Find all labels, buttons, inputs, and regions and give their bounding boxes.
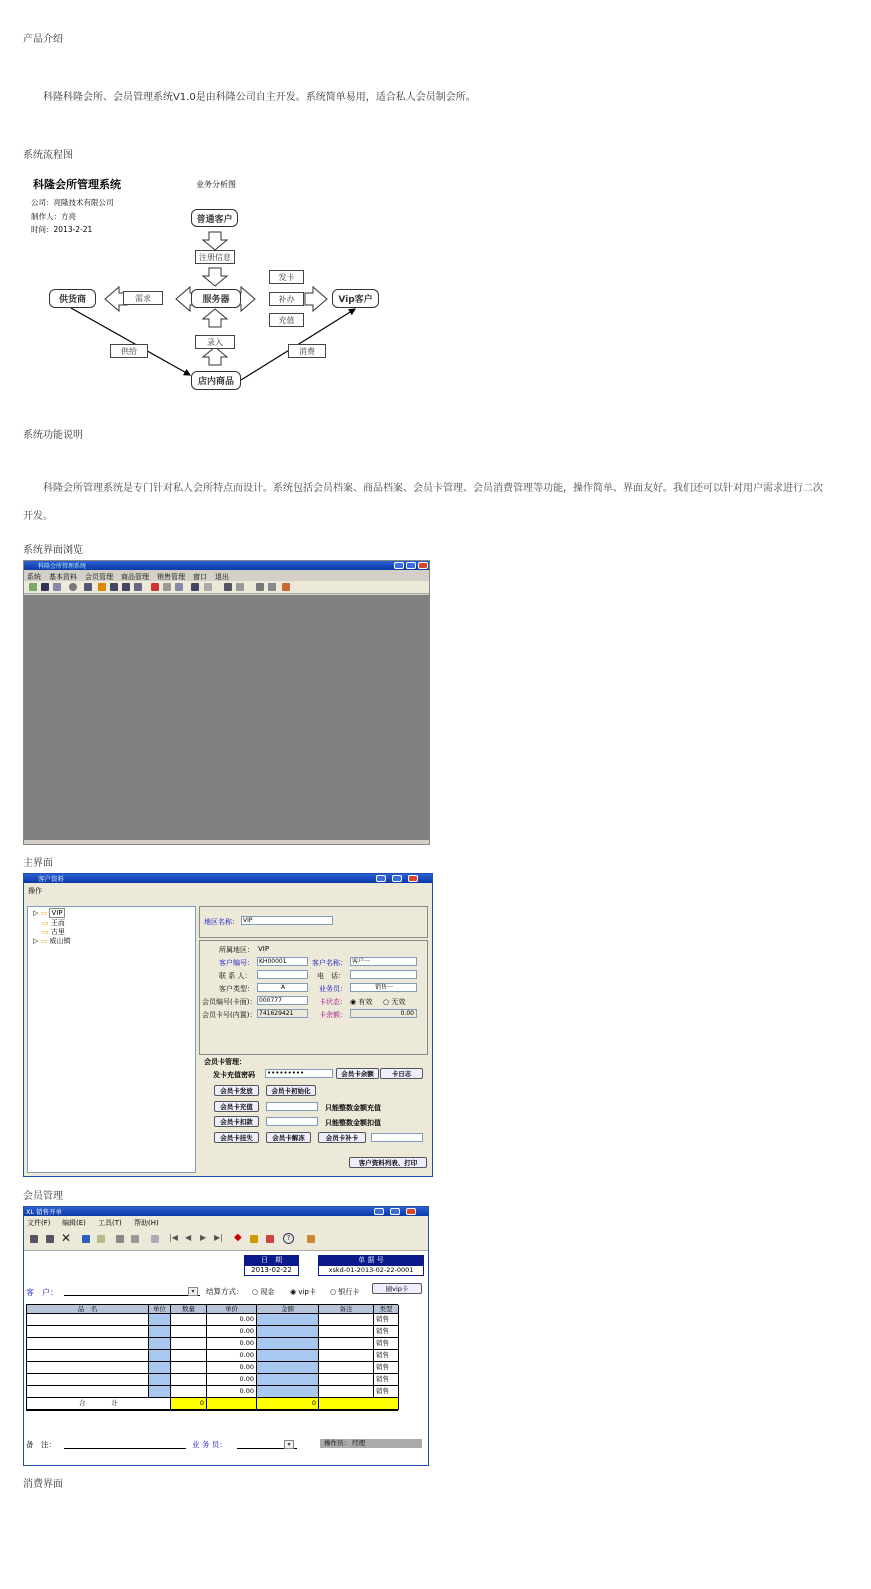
total-blank [319, 1398, 399, 1410]
table-cell [27, 1386, 149, 1398]
region-label: 所属地区： [219, 946, 254, 954]
salesman-label: 业 务 员： [192, 1440, 227, 1449]
sale-menu-bar [24, 1216, 429, 1228]
help-icon[interactable]: ? [283, 1233, 294, 1244]
table-cell [171, 1314, 207, 1326]
table-cell [27, 1314, 149, 1326]
area-label: 地区名称： [204, 918, 239, 926]
flow-company: 公司：亮隆技术有限公司 [31, 198, 114, 207]
sale-maximize-button[interactable] [390, 1208, 400, 1215]
card-face-label: 会员编号(卡面)： [202, 998, 257, 1006]
column-header: 数量 [171, 1305, 207, 1314]
state-invalid-radio[interactable]: ○ 无效 [383, 998, 406, 1006]
back-icon[interactable]: ◆ [234, 1232, 242, 1243]
phone-label: 电 话： [317, 972, 345, 980]
mdi-desktop [24, 595, 430, 840]
member-title: 客户资料 [38, 875, 64, 883]
table-cell [319, 1350, 374, 1362]
main-menu-item-6[interactable]: 退出 [215, 573, 229, 581]
name-input[interactable]: 客户一 [350, 957, 417, 966]
flow-node-demand: 需求 [123, 291, 163, 305]
main-menu-item-2[interactable]: 会员管理 [85, 573, 113, 581]
gear-icon[interactable] [250, 1235, 258, 1243]
table-cell [149, 1350, 171, 1362]
contact-input[interactable] [257, 970, 308, 979]
member-minimize-button[interactable] [376, 875, 386, 882]
intro-text: 科隆科隆会所、会员管理系统V1.0是由科隆公司自主开发。系统简单易用，适合私人会员制会所。 [43, 92, 476, 103]
bill-label: 单 据 号 [318, 1255, 424, 1265]
table-cell [27, 1374, 149, 1386]
flow-node-server: 服务器 [191, 289, 241, 308]
toolbar-icon-16[interactable] [236, 583, 244, 591]
total-label: 合 计 [27, 1398, 171, 1410]
toolbar-icon-1[interactable] [29, 583, 37, 591]
phone-input[interactable] [350, 970, 417, 979]
first-icon[interactable]: |◀ [169, 1233, 178, 1242]
sale-title-bar [24, 1207, 429, 1216]
column-header: 金额 [257, 1305, 319, 1314]
table-cell [257, 1350, 319, 1362]
tree-item-1[interactable]: ▭ 王而 [42, 919, 65, 927]
flow-author: 制作人：方亮 [31, 212, 76, 221]
card-init-button[interactable]: 会员卡初始化 [266, 1085, 316, 1096]
table-cell [149, 1374, 171, 1386]
caption-sale: 消费界面 [23, 1479, 63, 1490]
table-cell: 0.00 [207, 1362, 257, 1374]
customer-input[interactable] [64, 1285, 200, 1296]
type-label: 客户类型： [219, 985, 254, 993]
date-label: 日 期 [244, 1255, 299, 1265]
print-icon[interactable] [131, 1235, 139, 1243]
main-toolbar [24, 581, 430, 594]
contact-label: 联 系 人： [219, 972, 252, 980]
table-cell [257, 1362, 319, 1374]
state-label: 卡状态： [319, 998, 347, 1006]
card-balance-button[interactable]: 会员卡余额 [336, 1068, 379, 1079]
exit-icon[interactable] [282, 583, 290, 591]
main-menu-item-1[interactable]: 基本资料 [49, 573, 77, 581]
table-cell [319, 1338, 374, 1350]
member-window [23, 873, 433, 1177]
flow-title: 科隆会所管理系统 [33, 178, 121, 191]
toolbar-icon-13[interactable] [191, 583, 199, 591]
main-menu-item-0[interactable]: 系统 [27, 573, 41, 581]
salesman-dropdown-icon[interactable]: ▾ [284, 1440, 294, 1449]
sale-toolbar [24, 1228, 429, 1251]
menu-tools[interactable]: 工具(T) [98, 1219, 122, 1227]
tag-icon[interactable] [266, 1235, 274, 1243]
toolbar-icon-9[interactable] [134, 583, 142, 591]
table-cell [171, 1326, 207, 1338]
card-log-button[interactable]: 卡日志 [380, 1068, 423, 1079]
recharge-amount-input[interactable] [266, 1102, 318, 1111]
table-cell [149, 1362, 171, 1374]
main-menu-item-3[interactable]: 商品管理 [121, 573, 149, 581]
column-header: 类型 [374, 1305, 399, 1314]
reissue-input[interactable] [371, 1133, 423, 1142]
card-recharge-button[interactable]: 会员卡充值 [214, 1101, 259, 1112]
card-deduct-button[interactable]: 会员卡扣款 [214, 1116, 259, 1127]
pwd-label: 发卡充值密码 [213, 1071, 255, 1079]
table-cell [149, 1386, 171, 1398]
card-inner-input[interactable]: 741629421 [257, 1009, 308, 1018]
customer-label: 客 户： [26, 1288, 58, 1297]
grid-icon[interactable] [116, 1235, 124, 1243]
main-menu-item-5[interactable]: 窗口 [193, 573, 207, 581]
table-cell [171, 1338, 207, 1350]
table-cell: 销售 [374, 1374, 399, 1386]
pay-label: 结算方式： [206, 1287, 244, 1296]
table-cell: 0.00 [207, 1326, 257, 1338]
remark-input[interactable] [64, 1438, 186, 1449]
recharge-note: 只能整数金额充值 [325, 1104, 381, 1112]
card-mgmt-label: 会员卡管理： [204, 1058, 246, 1066]
flow-node-consume: 消费 [288, 344, 326, 358]
menu-help[interactable]: 帮助(H) [134, 1219, 159, 1227]
caption-member: 会员管理 [23, 1191, 63, 1202]
operator-label: 操作员： 经理 [320, 1439, 422, 1448]
main-window [23, 560, 430, 845]
tree-item-3[interactable]: ▷ ▭ 威山镇 [33, 937, 71, 945]
main-title: 科隆会所管理系统 [38, 563, 87, 570]
table-cell [171, 1386, 207, 1398]
new-icon[interactable] [30, 1235, 38, 1243]
toolbar-icon-3[interactable] [53, 583, 61, 591]
table-cell: 销售 [374, 1314, 399, 1326]
table-cell [27, 1362, 149, 1374]
toolbar-icon-18[interactable] [268, 583, 276, 591]
deduct-amount-input[interactable] [266, 1117, 318, 1126]
table-cell: 销售 [374, 1338, 399, 1350]
table-cell [149, 1326, 171, 1338]
sale-close-button[interactable] [406, 1208, 416, 1215]
table-cell [27, 1326, 149, 1338]
table-cell [257, 1386, 319, 1398]
card-unlock-button[interactable]: 会员卡解冻 [266, 1132, 311, 1143]
remark-label: 备 注： [26, 1440, 56, 1449]
card-issue-button[interactable]: 会员卡发放 [214, 1085, 259, 1096]
menu-operate[interactable]: 操作 [28, 887, 42, 895]
pay-cash-radio[interactable]: ○ 现金 [252, 1288, 275, 1296]
table-cell [27, 1350, 149, 1362]
table-cell [319, 1314, 374, 1326]
area-panel [199, 906, 428, 938]
table-cell [319, 1362, 374, 1374]
table-cell [257, 1338, 319, 1350]
total-amount: 0 [257, 1398, 319, 1410]
flow-node-issue: 发卡 [269, 270, 304, 284]
date-value[interactable]: 2013-02-22 [244, 1265, 299, 1276]
tree-item-vip[interactable]: ▷ ▭ VIP [33, 909, 63, 917]
exit-icon[interactable] [307, 1235, 315, 1243]
table-cell [319, 1326, 374, 1338]
toolbar-icon-14[interactable] [204, 583, 212, 591]
pay-vip-radio[interactable]: ◉ vip卡 [290, 1288, 316, 1296]
customer-info-panel [199, 940, 428, 1055]
close-button[interactable] [418, 562, 428, 569]
swipe-vip-button[interactable]: 刷vip卡 [372, 1283, 422, 1294]
card-inner-label: 会员卡号(内置)： [202, 1011, 257, 1019]
column-header: 单价 [207, 1305, 257, 1314]
column-header: 单位 [149, 1305, 171, 1314]
menu-edit[interactable]: 编辑(E) [62, 1219, 86, 1227]
table-cell: 0.00 [207, 1386, 257, 1398]
card-face-input[interactable]: 000777 [257, 996, 308, 1005]
table-cell: 销售 [374, 1350, 399, 1362]
region-tree [27, 906, 196, 1173]
sale-window [23, 1206, 429, 1466]
next-icon[interactable]: ▶ [200, 1233, 207, 1242]
table-cell: 销售 [374, 1362, 399, 1374]
last-icon[interactable]: ▶| [214, 1233, 223, 1242]
delete-icon[interactable]: ✕ [61, 1231, 72, 1245]
section-title-ui: 系统界面浏览 [23, 545, 83, 556]
flow-subtitle: 业务分析图 [196, 180, 236, 189]
table-cell [171, 1362, 207, 1374]
table-cell: 0.00 [207, 1374, 257, 1386]
main-title-bar [24, 561, 430, 570]
code-input[interactable]: KH00001 [257, 957, 308, 966]
toolbar-icon-5[interactable] [84, 583, 92, 591]
edit-icon[interactable] [97, 1235, 105, 1243]
toolbar-icon-15[interactable] [224, 583, 232, 591]
prev-icon[interactable]: ◀ [185, 1233, 192, 1242]
pwd-input[interactable]: ••••••••• [265, 1069, 333, 1078]
flow-node-vip: Vip客户 [332, 289, 379, 308]
copy-icon[interactable] [46, 1235, 54, 1243]
flow-chart [23, 167, 397, 415]
toolbar-icon-6[interactable] [98, 583, 106, 591]
table-cell [257, 1314, 319, 1326]
table-cell [149, 1338, 171, 1350]
toolbar-icon-12[interactable] [175, 583, 183, 591]
balance-label: 卡余额： [319, 1011, 347, 1019]
table-cell: 销售 [374, 1326, 399, 1338]
sales-label: 业务员： [319, 985, 347, 993]
code-label: 客户编号： [219, 959, 254, 967]
member-maximize-button[interactable] [392, 875, 402, 882]
deduct-note: 只能整数金额扣值 [325, 1119, 381, 1127]
sale-title: XL 销售开单 [26, 1208, 63, 1216]
balance-input: 0.00 [350, 1009, 417, 1018]
card-lost-button[interactable]: 会员卡挂失 [214, 1132, 259, 1143]
flow-node-store: 店内商品 [191, 371, 241, 390]
card-reissue-button[interactable]: 会员卡补卡 [318, 1132, 366, 1143]
tree-item-2[interactable]: ▭ 古里 [42, 928, 65, 936]
table-cell [319, 1386, 374, 1398]
column-header: 备注 [319, 1305, 374, 1314]
region-value: VIP [258, 945, 270, 953]
flow-node-ordinary: 普通客户 [191, 209, 238, 227]
table-cell [27, 1338, 149, 1350]
section-title-intro: 产品介绍 [23, 34, 63, 45]
table-cell: 0.00 [207, 1314, 257, 1326]
sale-table [26, 1304, 398, 1411]
flow-node-register: 注册信息 [195, 250, 235, 264]
member-title-bar [24, 874, 433, 883]
table-cell [171, 1350, 207, 1362]
table-cell [171, 1374, 207, 1386]
toolbar-icon-7[interactable] [110, 583, 118, 591]
menu-file[interactable]: 文件(F) [27, 1219, 51, 1227]
flow-node-supplier: 供货商 [49, 289, 96, 308]
table-cell: 0.00 [207, 1338, 257, 1350]
flow-node-entry: 录入 [195, 335, 235, 349]
toolbar-icon-8[interactable] [122, 583, 130, 591]
section-title-flow: 系统流程图 [23, 150, 73, 161]
toolbar-icon-4[interactable] [69, 583, 77, 591]
flow-date: 时间：2013-2-21 [31, 225, 93, 234]
toolbar-icon-2[interactable] [41, 583, 49, 591]
table-cell [257, 1374, 319, 1386]
pay-bank-radio[interactable]: ○ 银行卡 [330, 1288, 360, 1296]
table-cell [257, 1326, 319, 1338]
bill-value: xskd-01-2013-02-22-0001 [318, 1265, 424, 1276]
toolbar-icon-11[interactable] [163, 583, 171, 591]
section-title-func: 系统功能说明 [23, 430, 83, 441]
maximize-button[interactable] [406, 562, 416, 569]
member-close-button[interactable] [408, 875, 418, 882]
flow-node-supply: 供给 [110, 344, 148, 358]
total-qty: 0 [171, 1398, 207, 1410]
toolbar-icon-10[interactable] [151, 583, 159, 591]
total-blank [207, 1398, 257, 1410]
main-menu-item-4[interactable]: 销售管理 [157, 573, 185, 581]
area-input[interactable]: VIP [241, 916, 333, 925]
flow-node-reissue: 补办 [269, 292, 304, 306]
print-list-button[interactable]: 客户资料列表、打印 [349, 1157, 427, 1168]
minimize-button[interactable] [394, 562, 404, 569]
caption-main: 主界面 [23, 858, 53, 869]
toolbar-icon-17[interactable] [256, 583, 264, 591]
table-cell: 销售 [374, 1386, 399, 1398]
pin-icon[interactable] [151, 1235, 159, 1243]
type-input[interactable]: A [257, 983, 308, 992]
state-valid-radio[interactable]: ◉ 有效 [350, 998, 373, 1006]
table-cell: 0.00 [207, 1350, 257, 1362]
sales-input[interactable]: 销售一 [350, 983, 417, 992]
save-icon[interactable] [82, 1235, 90, 1243]
name-label: 客户名称： [312, 959, 347, 967]
sale-minimize-button[interactable] [374, 1208, 384, 1215]
table-cell [319, 1374, 374, 1386]
column-header: 品 名 [27, 1305, 149, 1314]
flow-node-recharge: 充值 [269, 313, 304, 327]
table-cell [149, 1314, 171, 1326]
func-text: 科隆会所管理系统是专门针对私人会所特点而设计。系统包括会员档案、商品档案、会员卡管理、会员消费管理等功能，操作简单、界面友好。我们还可以针对用户需求进行二次开发。 [23, 483, 823, 522]
customer-dropdown-icon[interactable]: ▾ [188, 1287, 198, 1296]
